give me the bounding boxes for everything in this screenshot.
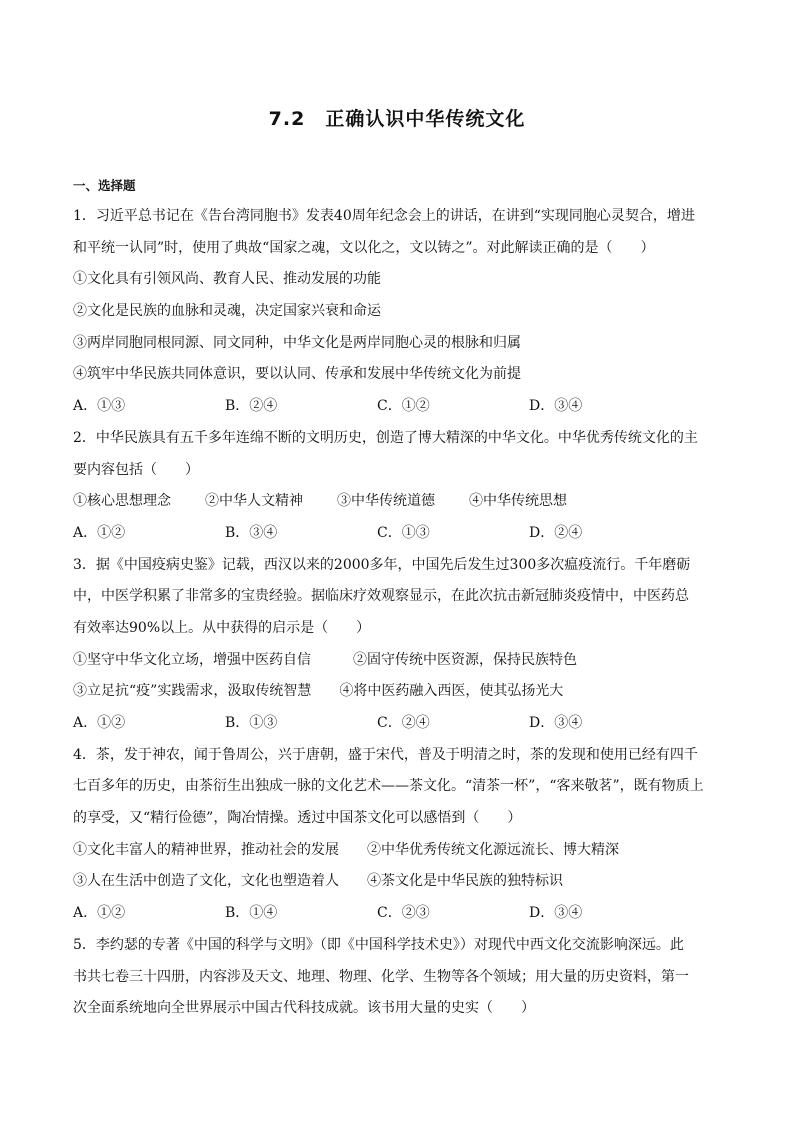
option-a: A．①②: [73, 524, 126, 541]
option-d: D．③④: [529, 398, 583, 415]
question-4-line-1: 4．茶，发于神农，闻于鲁周公，兴于唐朝，盛于宋代，普及于明清之时，茶的发现和使用已经有四千: [73, 746, 698, 763]
question-2-items: [73, 486, 723, 518]
question-3-options: [73, 708, 723, 740]
question-1-item-2: ②文化是民族的血脉和灵魂，决定国家兴衰和命运: [73, 303, 381, 320]
question-3-line-3: 有效率达90%以上。从中获得的启示是（ ）: [73, 619, 371, 636]
question-4-options: [73, 898, 723, 930]
question-list: [73, 201, 723, 1025]
option-d: D．③④: [529, 715, 583, 731]
option-c: C．①②: [377, 398, 430, 415]
option-d: D．③④: [529, 905, 583, 922]
question-3-items-row-1: ①坚守中华文化立场，增强中医药自信 ②固守传统中医资源，保持民族特色: [73, 651, 577, 668]
question-2-item-1: ①核心思想理念: [73, 493, 171, 510]
question-3-line-1: 3．据《中国疫病史鉴》记载，西汉以来的2000多年，中国先后发生过300多次瘟疫流行。千年磨砺: [73, 556, 691, 573]
question-1-options: [73, 391, 723, 423]
option-c: C．②④: [377, 715, 430, 731]
question-1-line-1: 1．习近平总书记在《告台湾同胞书》发表40周年纪念会上的讲话，在讲到“实现同胞心灵契合，增进: [73, 208, 695, 224]
question-2-item-2: ②中华人文精神: [205, 493, 303, 510]
option-d: D．②④: [529, 524, 583, 541]
question-2-options: [73, 518, 723, 550]
option-a: A．①③: [73, 398, 126, 415]
option-b: B．②④: [225, 398, 278, 415]
question-1-line-2: 和平统一认同”时，使用了典故“国家之魂，文以化之，文以铸之”。对此解读正确的是（ ）: [73, 239, 655, 256]
question-2-item-4: ④中华传统思想: [469, 493, 567, 510]
question-4-items-row-1: ①文化丰富人的精神世界，推动社会的发展 ②中华优秀传统文化源远流长、博大精深: [73, 841, 619, 858]
question-3-line-2: 中，中医学积累了非常多的宝贵经验。据临床疗效观察显示，在此次抗击新冠肺炎疫情中，中医药总: [73, 588, 689, 605]
question-4-line-2: 七百多年的历史，由茶衍生出独成一脉的文化艺术——茶文化。“清茶一杯”，“客来敬茗”，既有物质上: [73, 778, 704, 795]
question-1-item-3: ③两岸同胞同根同源、同文同种，中华文化是两岸同胞心灵的根脉和归属: [73, 334, 521, 351]
page-title: 7.2 正确认识中华传统文化: [268, 108, 526, 130]
section-heading: 一、选择题: [73, 178, 136, 193]
question-4-items-row-2: ③人在生活中创造了文化，文化也塑造着人 ④茶文化是中华民族的独特标识: [73, 873, 563, 890]
question-2-line-2: 要内容包括（ ）: [73, 461, 199, 478]
question-5-line-3: 次全面系统地向全世界展示中国古代科技成就。该书用大量的史实（ ）: [73, 1000, 535, 1017]
option-a: A．①②: [73, 905, 126, 922]
option-a: A．①②: [73, 715, 126, 731]
question-4-line-3: 的享受，又“精行俭德”，陶冶情操。透过中国茶文化可以感悟到（ ）: [73, 810, 522, 827]
option-b: B．①④: [225, 905, 278, 922]
question-2-item-3: ③中华传统道德: [337, 493, 435, 510]
option-b: B．①③: [225, 715, 278, 731]
question-5-line-2: 书共七卷三十四册，内容涉及天文、地理、物理、化学、生物等各个领域；用大量的历史资料，第一: [73, 968, 689, 985]
question-3-items-row-2: ③立足抗“疫”实践需求，汲取传统智慧 ④将中医药融入西医，使其弘扬光大: [73, 683, 564, 700]
question-2-line-1: 2．中华民族具有五千多年连绵不断的文明历史，创造了博大精深的中华文化。中华优秀传统文化的主: [73, 429, 698, 446]
question-5-line-1: 5．李约瑟的专著《中国的科学与文明》（即《中国科学技术史》）对现代中西文化交流影响深远。此: [73, 936, 684, 953]
option-b: B．③④: [225, 524, 278, 541]
question-1-item-1: ①文化具有引领风尚、教育人民、推动发展的功能: [73, 271, 381, 288]
question-1-item-4: ④筑牢中华民族共同体意识，要以认同、传承和发展中华传统文化为前提: [73, 366, 521, 383]
option-c: C．①③: [377, 524, 430, 541]
option-c: C．②③: [377, 905, 430, 922]
